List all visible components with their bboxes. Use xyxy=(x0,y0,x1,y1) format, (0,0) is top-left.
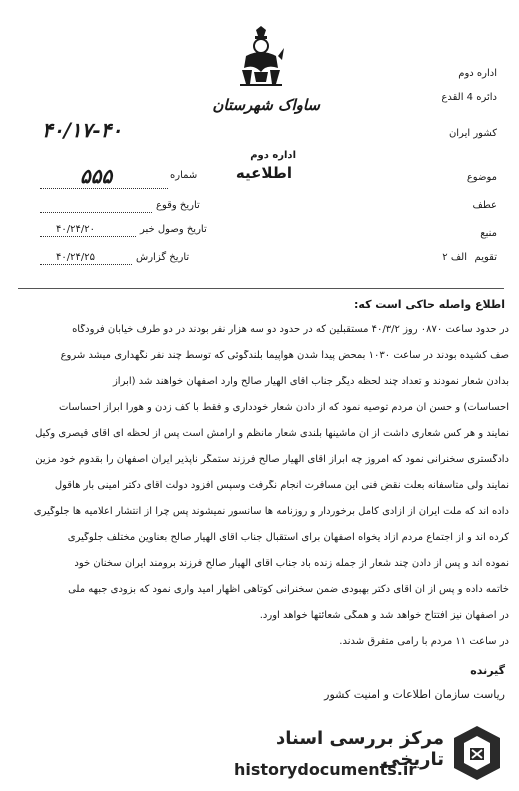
recipient-line: ریاست سازمان اطلاعات و امنیت کشور xyxy=(324,688,505,701)
date-report-label: تاریخ گزارش xyxy=(136,252,190,263)
source-label: منبع xyxy=(480,228,497,239)
body-intro: اطلاع واصله حاکی است که: xyxy=(354,298,505,311)
notice-title: اطلاعیه xyxy=(235,164,292,182)
reference-label: عطف xyxy=(472,200,497,211)
date-received-value: ۴۰/۲۴/۲۰ xyxy=(56,224,95,235)
body-line: در حدود ساعت ۰۸۷۰ روز ۴۰/۳/۲ مستقبلین که در حدود دو سه هزار نفر بودند در دو طرف خیابان فرودگاه xyxy=(72,324,509,335)
date-occurrence-label: تاریخ وقوع xyxy=(156,200,200,211)
subject-label: موضوع xyxy=(466,172,497,183)
number-value: ۵۵۵ xyxy=(80,164,113,188)
dept-title: اداره دوم xyxy=(250,150,296,161)
date-occurrence-line xyxy=(40,212,152,213)
date-report-value: ۴۰/۲۴/۲۵ xyxy=(56,252,95,263)
org-title: ساواک شهرستان xyxy=(212,96,320,114)
office-label: اداره دوم xyxy=(458,68,497,79)
header-divider xyxy=(18,288,504,289)
number-label: شماره xyxy=(170,170,198,181)
body-line: بدادن شعار نمودند و تعداد چند لحظه دیگر جناب آقای الهیار صالح وارد اصفهان خواهند شد (ابراز xyxy=(112,376,509,387)
body-line: دادگستری سخنرانی نمود که امروز چه ابراز آقای الهیار صالح فرزند ستمگر ناپذیر ایران اصفهان را بقدوم خود مزین xyxy=(35,454,509,465)
watermark-url: historydocuments.ir xyxy=(234,760,417,779)
handwritten-code: ۴۰/۱۷-۴۰ xyxy=(42,118,123,142)
evaluation-label: تقویم xyxy=(474,252,497,263)
body-line: در ساعت ۱۱ مردم با رامی متفرق شدند. xyxy=(339,636,509,647)
archive-logo-icon xyxy=(450,724,504,782)
evaluation-value: الف ۲ xyxy=(442,252,467,263)
date-received-label: تاریخ وصول خبر xyxy=(140,224,207,235)
body-line: نموده اند و پس از دادن چند شعار از جمله زنده باد جناب آقای الهیار صالح فرزند برومند ایران سخنان خود xyxy=(74,558,509,569)
body-line: در اصفهان نیز افتتاح خواهد شد و همگی شعائتها خواهد آورد. xyxy=(259,610,509,621)
number-line xyxy=(40,188,168,189)
date-report-line xyxy=(40,264,132,265)
date-received-line xyxy=(40,236,136,237)
office-number: دائره 4 القدع xyxy=(441,92,497,103)
body-line: نمایند و هر کس شعاری داشت از آن ماشینها بلندی شعار مانظم و آرامش است پس از لحظه ای آقای قیصری وکیل xyxy=(35,428,509,439)
signature-label: گیرنده xyxy=(470,664,505,677)
country-label: کشور ایران xyxy=(448,128,497,139)
body-line: داده اند که ملت ایران از آزادی کامل برخوردار و روزنامه ها سانسور نمیشوند پس چرا از انتشار اعلامیه ها جلوگیری xyxy=(33,506,509,517)
watermark-title: مرکز بررسی اسناد تاریخی xyxy=(276,728,444,770)
body-line: صف کشیده بودند در ساعت ۱۰۳۰ بمحض پیدا شدن هواپیما بلندگوئی که توسط چند نفر نگهداری میشد شروع xyxy=(60,350,509,361)
body-line: کرده اند و از اجتماع مردم آزاد یخواه اصفهان برای استقبال جناب آقای الهیار صالح بعناوین مختلف جلوگیری xyxy=(67,532,509,543)
lion-and-sun-emblem-icon xyxy=(236,26,286,92)
body-line: نمایند ولی متاسفانه بعلت نقض فنی این مسافرت انجام نگرفت وسپس افزود دولت آقای دکتر امینی بار هاقول xyxy=(54,480,509,491)
body-line: خاتمه داده و پس از آن آقای دکتر بهبودی ضمن سخنرانی کوتاهی اظهار امید واری نمود که بزودی جبهه ملی xyxy=(68,584,509,595)
body-line: احساسات) و حسن آن مردم توصیه نمود که از دادن شعار خودداری و فقط با کف زدن و هورا ابراز احساسات xyxy=(58,402,509,413)
watermark xyxy=(224,720,516,788)
